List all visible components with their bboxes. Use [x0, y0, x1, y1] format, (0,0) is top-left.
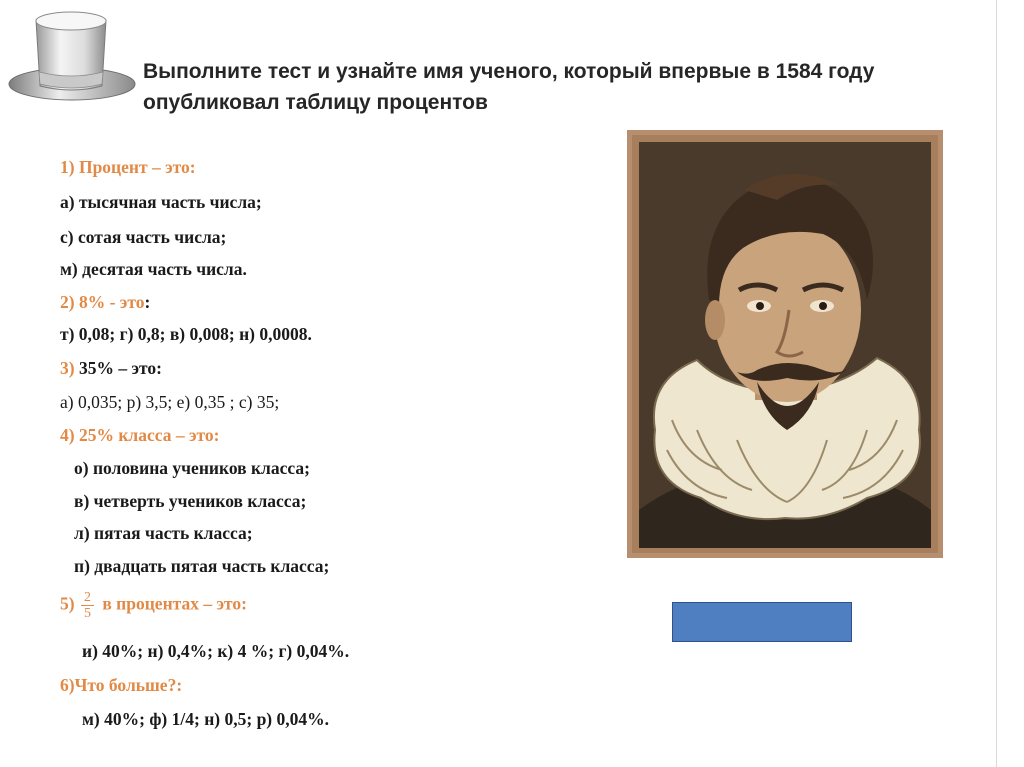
answer-option: а) тысячная часть числа;	[60, 192, 262, 212]
question-number: 3)	[60, 358, 75, 378]
slide-title: Выполните тест и узнайте имя ученого, который впервые в 1584 году опубликовал таблицу процентов	[143, 60, 875, 114]
slide-edge-line	[996, 0, 997, 767]
answer-option: с) сотая часть числа;	[60, 227, 227, 247]
answer-options-row: м) 40%; ф) 1/4; н) 0,5; р) 0,04%.	[82, 709, 329, 729]
question-text: в процентах – это:	[102, 593, 247, 614]
fraction-numerator: 2	[81, 590, 94, 606]
answer-option: в) четверть учеников класса;	[74, 491, 307, 511]
answer-box[interactable]	[672, 602, 852, 642]
question-6	[60, 675, 182, 696]
answer-options-row	[60, 392, 279, 413]
question-suffix: :	[144, 292, 151, 312]
top-hat-icon	[6, 6, 138, 106]
question-text: 8% - это	[78, 292, 145, 312]
answer-option: о) половина учеников класса;	[74, 458, 310, 478]
question-text: Что больше?:	[74, 675, 183, 695]
question-number: 6)	[60, 675, 75, 695]
answer-option: п) двадцать пятая часть класса;	[74, 556, 330, 576]
question-text: 25% класса – это:	[78, 425, 220, 445]
question-1	[60, 157, 196, 178]
question-number: 1)	[60, 157, 75, 177]
question-text: Процент – это:	[78, 157, 196, 177]
answer-option: л) пятая часть класса;	[74, 523, 253, 543]
answer-option: м) десятая часть числа.	[60, 259, 247, 279]
question-number: 5)	[60, 593, 75, 614]
fraction	[81, 590, 94, 621]
question-number: 2)	[60, 292, 75, 312]
answer-options-row: и) 40%; н) 0,4%; к) 4 %; г) 0,04%.	[82, 641, 350, 661]
question-text: 35% – это:	[78, 358, 162, 378]
answer-options-row: т) 0,08; г) 0,8; в) 0,008; н) 0,0008.	[60, 324, 312, 344]
answer-text: а) 0,035; р) 3,5; е) 0,35 ; с) 35;	[60, 392, 280, 412]
fraction-denominator: 5	[83, 606, 91, 621]
question-4	[60, 425, 219, 446]
question-5	[60, 590, 247, 621]
question-2	[60, 292, 150, 313]
question-3	[60, 358, 162, 379]
scientist-portrait	[627, 130, 943, 558]
question-number: 4)	[60, 425, 75, 445]
